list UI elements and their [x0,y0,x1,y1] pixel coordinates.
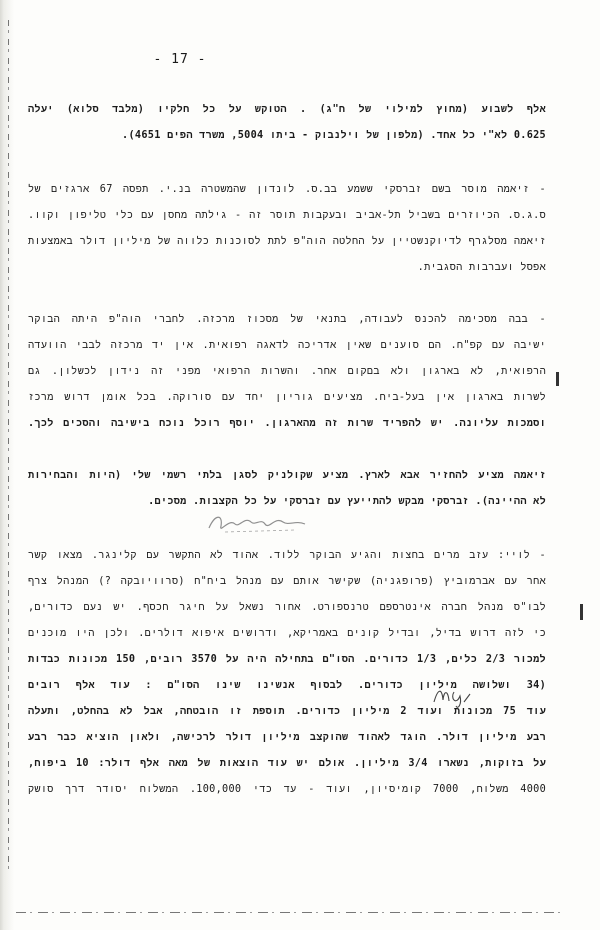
text-line: - בבה מסכימה להכנס לעבודה, בתנאי של מסכוז מרכזה. לחברי הוה"פ היתה הבוקר [28,314,546,325]
text-line: עוד 75 מכונות ועוד 2 מיליון כדורים. תוספת זו הובטחה, אבל לא בהחלט, ותעלה [28,706,546,717]
text-line: וסמכות עליונה. יש להפריד שרות זה מהארגון. יוסף רוכל נוכח בישיבה והסכים לכך. [28,418,546,429]
text-line: אפסל ועברבות הסגבית. [417,262,546,273]
handwritten-signature [205,508,315,538]
text-line: לשרות בארגון אין בעל-ביח. מציעים גוריון יחד עם סורוקה. בכל אומן דרוש מרכז [28,392,546,403]
text-line: לבו"ס מנהל חברה אינטרספם טרנספורט. אחור נשאל על חיגר חכסף. יש נעם כדורים, [28,602,546,613]
text-line: אלף לשבוע (מחוץ למילוי של ח"ג) . הטוקש על כל חלקיו (מלבד סלוא) יעלה [28,104,546,115]
text-line: (34 ושלושה מיליון כדורים. לבסוף אנשינו שינו הסו"ם : עוד אלף רובים [28,680,546,691]
margin-mark [580,604,583,620]
text-line: זיאמה מציע להחזיר אבא לארץ. מציע שקולניק לסגן בלתי רשמי שלי (היות והבחירות [28,470,546,481]
margin-mark [556,372,559,386]
text-line: 4000 משלוח, 7000 קומיסיון, ועוד - עד כדי 100,000. המשלוח יסודר דרך סושק [28,784,546,795]
page-number: - 17 - [153,52,207,67]
handwritten-annotation [432,684,476,710]
text-line: - לויי: עזב מרים בחצות והגיע הבוקר ללוד. אהוד לא התקשר עם קלינגר. מצאו קשר [28,550,546,561]
paragraph-5 [28,543,546,803]
text-line: ישיבה עם קפ"ח. הם סוענים שאין אדריכה לדאגה רפואית. אין יד מרכזה לבבי הוועדה [28,340,546,351]
text-line: - זיאמה מוסר בשם זברסקי ששמע בב.ס. לונדון שהמשטרה בנ.י. תפסה 67 ארגזים של [28,184,546,195]
text-line: על בזוקות, נשארו 3/4 מיליון. אולם יש עוד הוצאות של מאה אלף דולר: 10 ביפוח, [28,758,546,769]
page-bottom-edge [16,912,566,913]
paragraph-2 [28,177,546,281]
text-line: אחר עם אברמוביץ (פרופגניה) שקישר אותם עם מנהל ביח"ח (סרוויובקה ?) המנהל צרף [28,576,546,587]
paragraph-1 [28,97,546,149]
binding-perforation [8,20,9,870]
text-line: כי לזה דרוש בדיל, ובדיל קונים באמריקא, ודרושים איפוא דולרים. ולכן היו מוכנים [28,628,546,639]
text-line: למכור 2/3 כלים, 1/3 כדורים. הסו"ם בתחילה היה על 3570 רובים, 150 מכונות כבדות [28,654,546,665]
text-line: ס.ג.ס. הכיוזרים בשביל תל-אביב ובעקבות תוסר זה - גילתה מחסן עם כלי טליפון וקוו. [28,210,546,221]
text-line: הרפואית, לא בארגון ולא בםקום אחר. והשרות הרפואי מפני זה נידון לכשלון. גם [28,366,546,377]
text-line: רבע מיליון דולר. הוגד לאהוד שהוקצב מיליון דולר לרכישה, ולאון הוציא כבר רבע [28,732,546,743]
text-line: 0.625 לא"י כל אחד. (מלפון של וילנבוק - ביתו 5004, משרד הפים 4651). [122,130,546,141]
text-line: זיאמה מסלגרף לדיוקנשטיין על החלטה הוה"פ לתת לסוכנות כלווה של מיליון דולר באמצעות [28,236,546,247]
binding-shadow [0,0,14,930]
text-line: לא ההיינה). זברסקי מבקש להתייעץ עם זברסקי על כל הקצבות. מסכים. [148,496,546,507]
paragraph-3 [28,307,546,437]
